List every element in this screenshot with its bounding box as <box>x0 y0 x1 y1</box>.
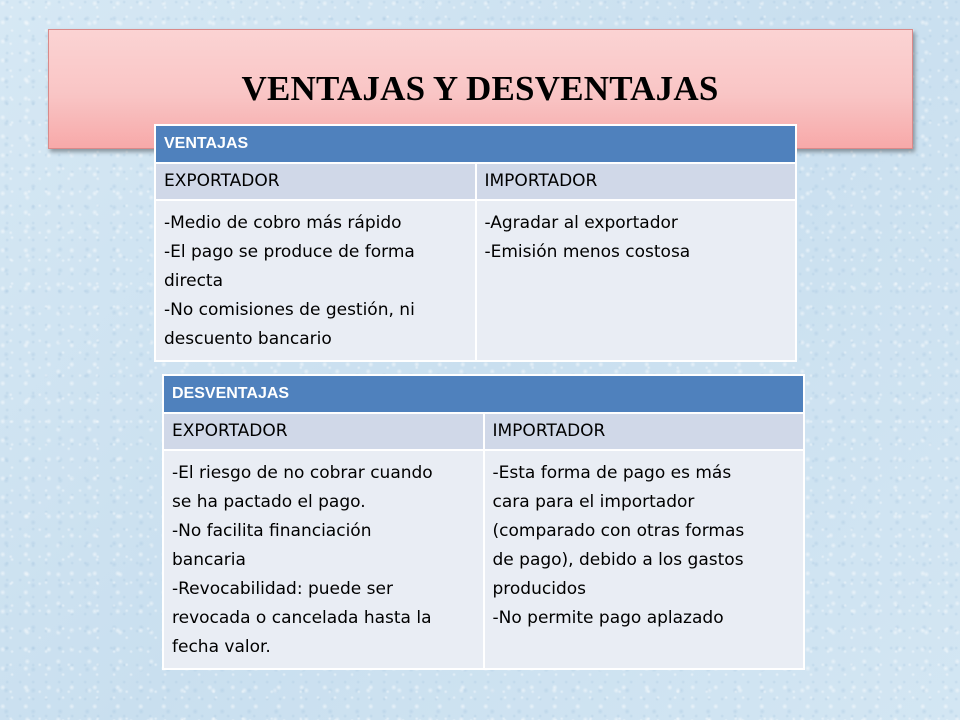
desventajas-exportador-line: -El riesgo de no cobrar cuando <box>172 463 433 483</box>
desventajas-exportador-line: revocada o cancelada hasta la <box>172 608 432 628</box>
desventajas-exportador-cell <box>163 450 484 669</box>
ventajas-importador-cell <box>476 200 797 361</box>
ventajas-table <box>154 124 797 362</box>
desventajas-exportador-line: -No facilita financiación <box>172 521 372 541</box>
ventajas-header: VENTAJAS <box>155 125 796 163</box>
ventajas-exportador-line: -No comisiones de gestión, ni <box>164 300 415 320</box>
desventajas-importador-cell <box>484 450 805 669</box>
ventajas-exportador-line: -El pago se produce de forma <box>164 242 415 262</box>
desventajas-exportador-line: -Revocabilidad: puede ser <box>172 579 393 599</box>
desventajas-importador-line: -Esta forma de pago es más <box>492 463 732 483</box>
desventajas-header: DESVENTAJAS <box>163 375 804 413</box>
ventajas-importador-line: -Emisión menos costosa <box>484 242 691 262</box>
slide-title: VENTAJAS Y DESVENTAJAS <box>241 69 719 108</box>
desventajas-importador-line: -No permite pago aplazado <box>492 608 724 628</box>
desventajas-importador-line: de pago), debido a los gastos <box>492 550 744 570</box>
desventajas-importador-line: cara para el importador <box>492 492 695 512</box>
ventajas-exportador-line: -Medio de cobro más rápido <box>164 213 402 233</box>
ventajas-exportador-heading: EXPORTADOR <box>155 163 476 200</box>
desventajas-table <box>162 374 805 670</box>
desventajas-importador-heading: IMPORTADOR <box>484 413 805 450</box>
ventajas-exportador-cell <box>155 200 476 361</box>
desventajas-importador-line: producidos <box>492 579 586 599</box>
ventajas-importador-line: -Agradar al exportador <box>484 213 678 233</box>
desventajas-exportador-line: fecha valor. <box>172 637 271 657</box>
ventajas-exportador-line: directa <box>164 271 224 291</box>
desventajas-exportador-line: bancaria <box>172 550 246 570</box>
ventajas-importador-heading: IMPORTADOR <box>476 163 797 200</box>
ventajas-exportador-line: descuento bancario <box>164 329 332 349</box>
desventajas-exportador-line: se ha pactado el pago. <box>172 492 366 512</box>
desventajas-importador-line: (comparado con otras formas <box>492 521 745 541</box>
desventajas-exportador-heading: EXPORTADOR <box>163 413 484 450</box>
